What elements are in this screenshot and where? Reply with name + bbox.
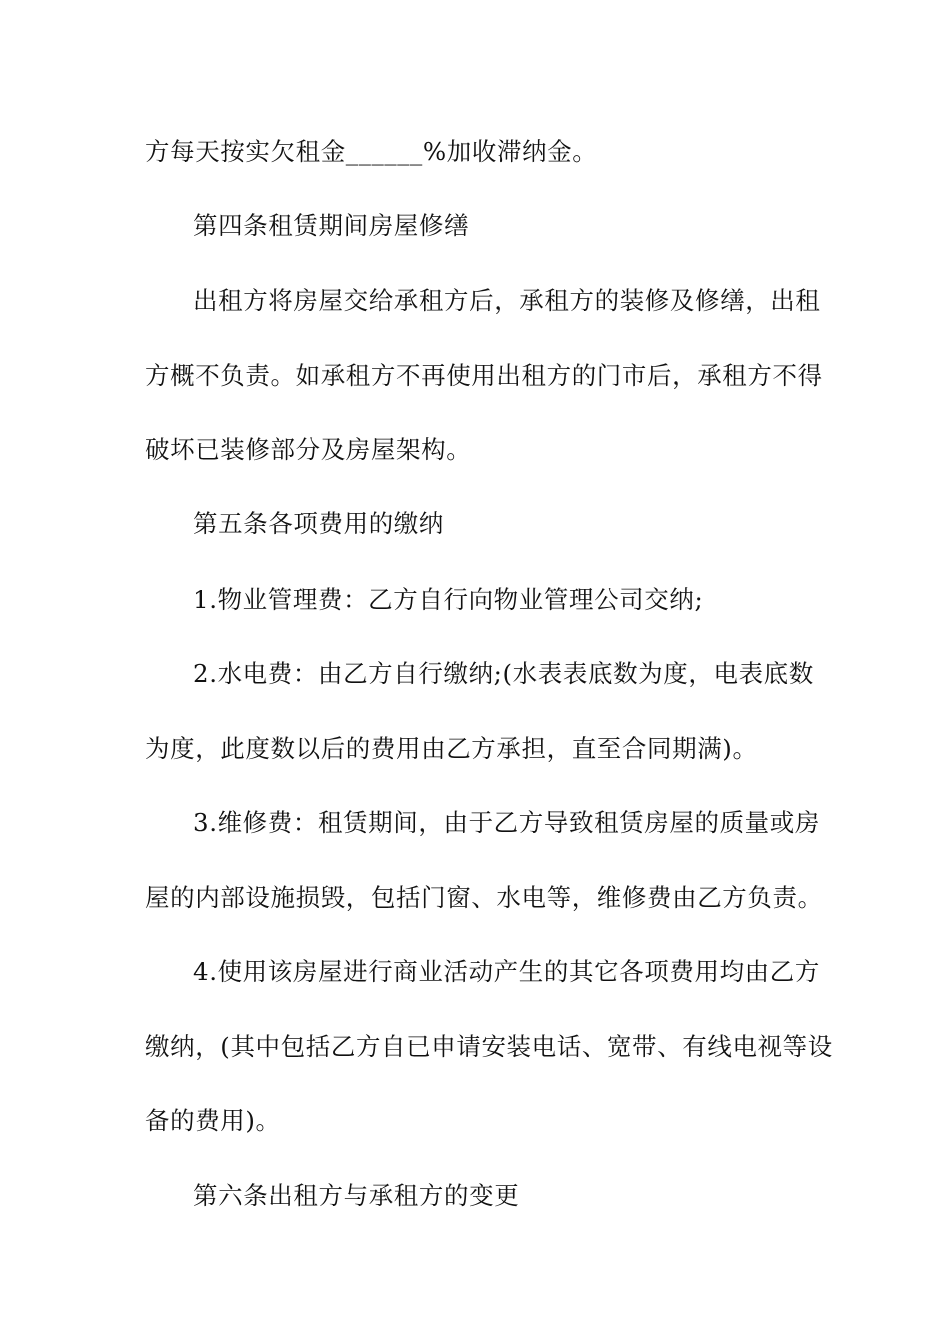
heading-article-6: 第六条出租方与承租方的变更 bbox=[193, 1181, 520, 1210]
heading-article-4: 第四条租赁期间房屋修缮 bbox=[193, 211, 470, 240]
paragraph-line: 屋的内部设施损毁，包括门窗、水电等，维修费由乙方负责。 bbox=[145, 883, 823, 912]
list-item-other-fees: 4.使用该房屋进行商业活动产生的其它各项费用均由乙方 bbox=[193, 957, 820, 986]
list-item-utilities: 2.水电费：由乙方自行缴纳;(水表表底数为度，电表底数 bbox=[193, 659, 814, 688]
heading-article-5: 第五条各项费用的缴纳 bbox=[193, 509, 444, 538]
list-item-repair-fee: 3.维修费：租赁期间，由于乙方导致租赁房屋的质量或房 bbox=[193, 808, 820, 837]
paragraph-line: 方概不负责。如承租方不再使用出租方的门市后，承租方不得 bbox=[145, 361, 823, 390]
text-line-late-fee: 方每天按实欠租金______%加收滞纳金。 bbox=[145, 137, 598, 166]
paragraph-line: 破坏已装修部分及房屋架构。 bbox=[145, 435, 472, 464]
paragraph-line: 备的费用)。 bbox=[145, 1106, 281, 1135]
list-item-property-fee: 1.物业管理费：乙方自行向物业管理公司交纳; bbox=[193, 585, 704, 614]
paragraph-line: 为度，此度数以后的费用由乙方承担，直至合同期满)。 bbox=[145, 734, 758, 763]
paragraph-line: 出租方将房屋交给承租方后，承租方的装修及修缮，出租 bbox=[193, 286, 821, 315]
paragraph-line: 缴纳，(其中包括乙方自已申请安装电话、宽带、有线电视等设 bbox=[145, 1032, 833, 1061]
